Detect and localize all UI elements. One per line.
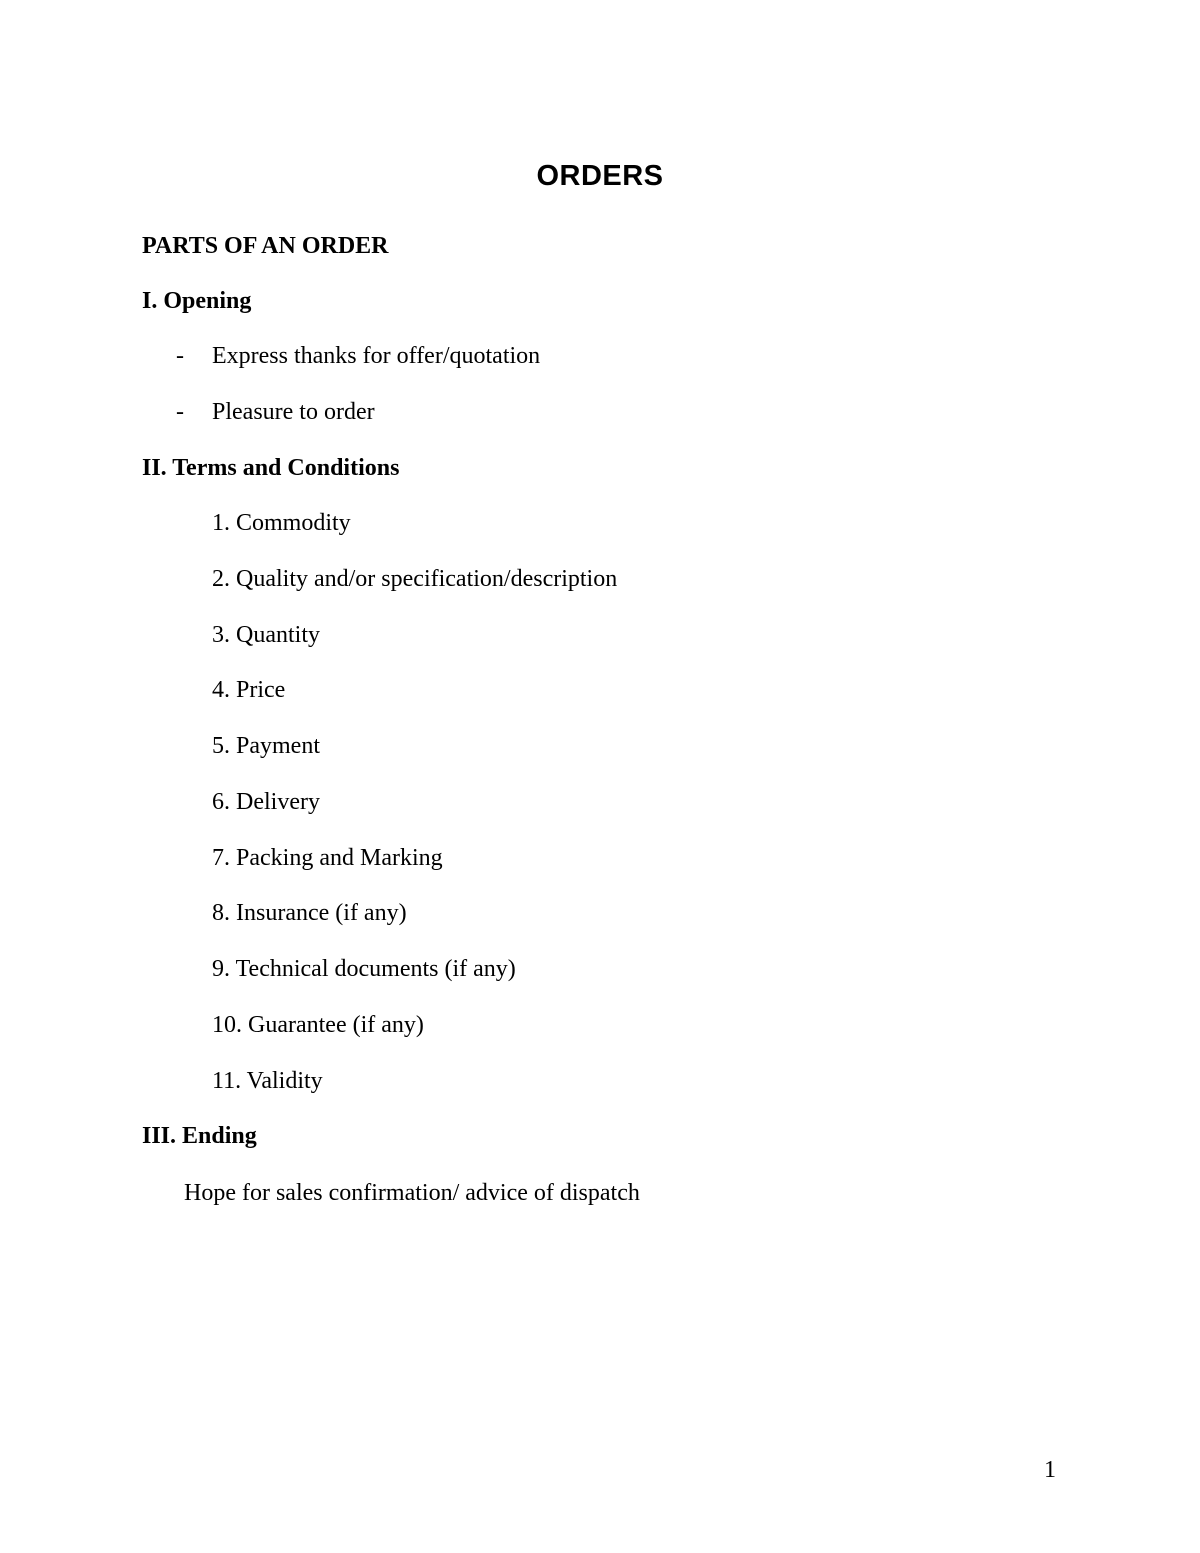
bullet-marker: - [176, 399, 184, 425]
document-title: ORDERS [536, 160, 664, 192]
opening-heading: I. Opening [142, 288, 252, 314]
terms-heading: II. Terms and Conditions [142, 455, 400, 481]
terms-item-8: 8. Insurance (if any) [212, 900, 407, 926]
terms-item-1: 1. Commodity [212, 510, 351, 536]
page-number: 1 [1044, 1457, 1056, 1483]
terms-item-3: 3. Quantity [212, 622, 320, 648]
terms-item-7: 7. Packing and Marking [212, 845, 443, 871]
parts-heading: PARTS OF AN ORDER [142, 233, 389, 259]
opening-bullet-2: Pleasure to order [212, 399, 375, 425]
terms-item-5: 5. Payment [212, 733, 320, 759]
terms-item-9: 9. Technical documents (if any) [212, 956, 516, 982]
terms-item-10: 10. Guarantee (if any) [212, 1012, 424, 1038]
ending-text: Hope for sales confirmation/ advice of dispatch [184, 1180, 640, 1206]
terms-item-4: 4. Price [212, 677, 286, 703]
bullet-marker: - [176, 343, 184, 369]
opening-bullet-1: Express thanks for offer/quotation [212, 343, 541, 369]
terms-item-11: 11. Validity [212, 1068, 323, 1094]
ending-heading: III. Ending [142, 1123, 257, 1149]
terms-item-6: 6. Delivery [212, 789, 320, 815]
terms-item-2: 2. Quality and/or specification/description [212, 566, 618, 592]
